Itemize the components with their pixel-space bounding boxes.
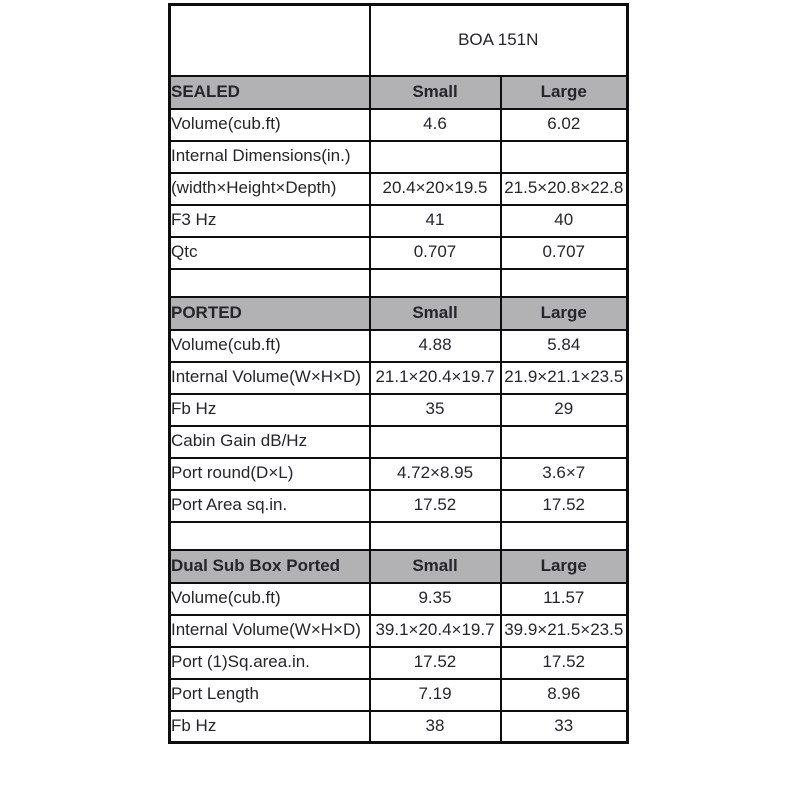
spec-label: (width×Height×Depth)	[170, 173, 370, 205]
spec-label: Port Area sq.in.	[170, 490, 370, 522]
spec-value-small	[370, 426, 501, 458]
spec-label: Internal Volume(W×H×D)	[170, 362, 370, 394]
empty-cell	[170, 522, 370, 550]
table-row-sealed-f3	[170, 205, 628, 237]
spec-value-small: 4.88	[370, 330, 501, 362]
table-row-sealed-whd	[170, 173, 628, 205]
empty-corner-cell	[170, 5, 370, 76]
table-row-dual-port-sq-area	[170, 647, 628, 679]
spec-value-large: 0.707	[501, 237, 628, 269]
spec-value-large: 21.9×21.1×23.5	[501, 362, 628, 394]
table-row-ported-fb	[170, 394, 628, 426]
spec-label: Internal Volume(W×H×D)	[170, 615, 370, 647]
table-row-ported-internal-volume	[170, 362, 628, 394]
spec-value-large: 3.6×7	[501, 458, 628, 490]
spec-label: Port round(D×L)	[170, 458, 370, 490]
spec-label: Internal Dimensions(in.)	[170, 141, 370, 173]
spec-value-large: 21.5×20.8×22.8	[501, 173, 628, 205]
spec-value-small: 9.35	[370, 583, 501, 615]
section-header-row-sealed	[170, 76, 628, 109]
section-header-row-ported	[170, 297, 628, 330]
col-header-small: Small	[370, 76, 501, 109]
spec-label: Volume(cub.ft)	[170, 109, 370, 141]
spec-label: Port Length	[170, 679, 370, 711]
empty-cell	[501, 522, 628, 550]
empty-cell	[170, 269, 370, 297]
spec-value-small: 21.1×20.4×19.7	[370, 362, 501, 394]
spec-value-small: 41	[370, 205, 501, 237]
col-header-large: Large	[501, 550, 628, 583]
spec-value-small: 35	[370, 394, 501, 426]
spec-value-large: 40	[501, 205, 628, 237]
spacer-row	[170, 269, 628, 297]
empty-cell	[370, 522, 501, 550]
spec-label: Fb Hz	[170, 711, 370, 743]
section-title-dual: Dual Sub Box Ported	[170, 550, 370, 583]
spec-value-small: 17.52	[370, 647, 501, 679]
spec-value-large	[501, 426, 628, 458]
spec-value-large: 11.57	[501, 583, 628, 615]
spec-value-small: 38	[370, 711, 501, 743]
table-row-sealed-internal-dimensions	[170, 141, 628, 173]
spec-value-large	[501, 141, 628, 173]
spec-label: Fb Hz	[170, 394, 370, 426]
table-row-ported-port-round	[170, 458, 628, 490]
spec-value-large: 8.96	[501, 679, 628, 711]
spec-value-small: 4.72×8.95	[370, 458, 501, 490]
spec-label: Qtc	[170, 237, 370, 269]
spec-label: Volume(cub.ft)	[170, 330, 370, 362]
table-row-ported-volume	[170, 330, 628, 362]
empty-cell	[501, 269, 628, 297]
spec-label: Volume(cub.ft)	[170, 583, 370, 615]
spec-value-large: 17.52	[501, 647, 628, 679]
spec-label: Port (1)Sq.area.in.	[170, 647, 370, 679]
table-row-ported-port-area	[170, 490, 628, 522]
spec-value-small: 7.19	[370, 679, 501, 711]
spec-value-small: 0.707	[370, 237, 501, 269]
spec-value-small: 17.52	[370, 490, 501, 522]
section-title-ported: PORTED	[170, 297, 370, 330]
col-header-small: Small	[370, 550, 501, 583]
spec-value-small: 20.4×20×19.5	[370, 173, 501, 205]
table-row-ported-cabin-gain	[170, 426, 628, 458]
spec-label: Cabin Gain dB/Hz	[170, 426, 370, 458]
spec-value-large: 6.02	[501, 109, 628, 141]
table-row-dual-port-length	[170, 679, 628, 711]
spec-value-small: 39.1×20.4×19.7	[370, 615, 501, 647]
spec-table	[168, 3, 629, 744]
spec-value-large: 5.84	[501, 330, 628, 362]
table-row-sealed-volume	[170, 109, 628, 141]
col-header-large: Large	[501, 297, 628, 330]
product-header-row	[170, 5, 628, 76]
spec-value-large: 17.52	[501, 490, 628, 522]
spec-value-small: 4.6	[370, 109, 501, 141]
table-row-dual-fb	[170, 711, 628, 743]
section-title-sealed: SEALED	[170, 76, 370, 109]
product-name: BOA 151N	[370, 5, 628, 76]
table-row-sealed-qtc	[170, 237, 628, 269]
empty-cell	[370, 269, 501, 297]
spec-value-large: 29	[501, 394, 628, 426]
col-header-small: Small	[370, 297, 501, 330]
spacer-row	[170, 522, 628, 550]
spec-value-small	[370, 141, 501, 173]
spec-value-large: 33	[501, 711, 628, 743]
section-header-row-dual	[170, 550, 628, 583]
table-row-dual-volume	[170, 583, 628, 615]
spec-value-large: 39.9×21.5×23.5	[501, 615, 628, 647]
spec-label: F3 Hz	[170, 205, 370, 237]
table-row-dual-internal-volume	[170, 615, 628, 647]
col-header-large: Large	[501, 76, 628, 109]
